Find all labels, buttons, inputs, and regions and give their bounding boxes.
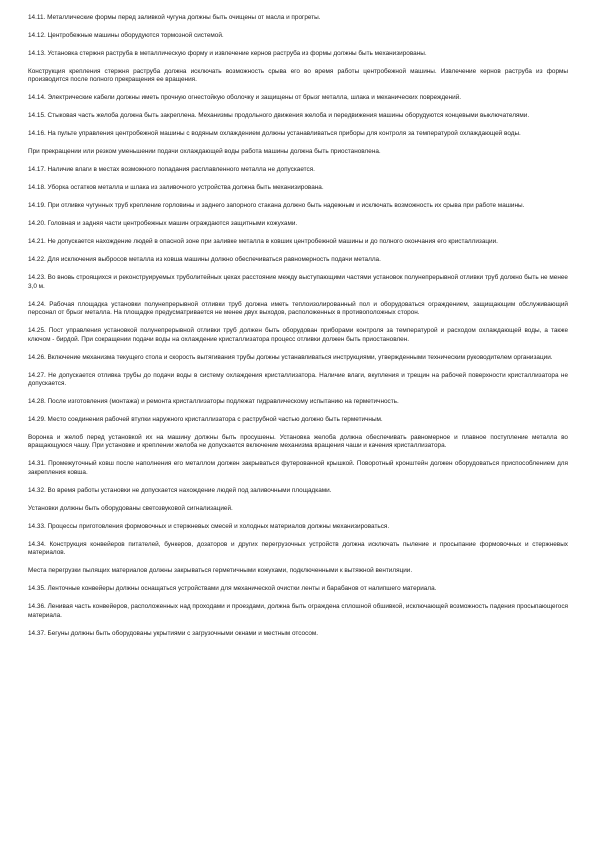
- paragraph-14-25: 14.25. Пост управления установкой полунепрерывной отливки труб должен быть оборудован приборами контроля за температурой и расходом охлаждающей воды, а также ключом - бирдой. При сокращении подачи воды на охлаждение кристаллизатора процесс отливки должен быть приостановлен.: [28, 327, 568, 343]
- paragraph-14-16: 14.16. На пульте управления центробежной машины с водяным охлаждением должны устанавливаться приборы для контроля за температурой охлаждающей воды.: [28, 130, 521, 138]
- paragraph-14-19: 14.19. При отливке чугунных труб крепление горловины и заднего запорного стакана должно быть надежным и исключать возможность их срыва при работе машины.: [28, 202, 525, 210]
- paragraph-14-20: 14.20. Головная и задняя части центробежных машин ограждаются защитными кожухами.: [28, 220, 298, 228]
- paragraph-14-36: 14.36. Ленивая часть конвейеров, расположенных над проходами и проездами, должна быть ограждена сплошной обшивкой, исключающей возможность падения просыпающегося материала.: [28, 603, 568, 619]
- paragraph-14-27: 14.27. Не допускается отливка трубы до подачи воды в систему охлаждения кристаллизатора. Наличие влаги, вкупления и трещин на рабочей поверхности кристаллизатора не допускается.: [28, 371, 568, 388]
- paragraph-14-13-cont: Конструкция крепления стержня раструба должна исключать возможность срыва его во время работы центробежной машины. Извлечение кернов раструба из формы производится после полного прекращения ее вращения.: [28, 68, 568, 84]
- paragraph-14-26: 14.26. Включение механизма текущего стола и скорость вытягивания трубы должны устанавливаться инструкциями, утвержденными техническим руководителем организации.: [28, 353, 553, 361]
- paragraph-14-29: 14.29. Место соединения рабочей втулки наружного кристаллизатора с раструбной частью должно быть герметичным.: [28, 416, 383, 424]
- paragraph-14-12: 14.12. Центробежные машины оборудуются тормозной системой.: [28, 32, 224, 39]
- paragraph-14-15: 14.15. Стыковая часть желоба должна быть закреплена. Механизмы продольного движения желоба и передвижения машины оборудуются концевыми выключателями.: [28, 112, 530, 120]
- paragraph-14-11: 14.11. Металлические формы перед заливкой чугуна должны быть очищены от масла и прогреты.: [28, 14, 321, 21]
- paragraph-14-18: 14.18. Уборка остатков металла и шлака из заливочного устройства должна быть механизирована.: [28, 184, 324, 192]
- paragraph-14-34-cont: Места перегрузки пылящих материалов должны закрываться герметичными кожухами, подключенными к вытяжной вентиляции.: [28, 567, 413, 575]
- paragraph-14-32: 14.32. Во время работы установки не допускается нахождение людей под заливочными площадками.: [28, 486, 332, 494]
- paragraph-14-28: 14.28. После изготовления (монтажа) и ремонта кристаллизаторы подлежат гидравлическому испытанию на герметичность.: [28, 398, 399, 406]
- paragraph-14-13: 14.13. Установка стержня раструба в металлическую форму и извлечение кернов раструба из формы должны быть механизированы.: [28, 50, 427, 57]
- paragraph-14-21: 14.21. Не допускается нахождение людей в опасной зоне при заливке металла в ковшик центробежной машины и до полного окончания его кристаллизации.: [28, 238, 498, 246]
- paragraph-14-17: 14.17. Наличие влаги в местах возможного попадания расплавленного металла не допускается.: [28, 166, 315, 174]
- paragraph-14-14: 14.14. Электрические кабели должны иметь прочную огнестойкую оболочку и защищены от брызг металла, шлака и механических повреждений.: [28, 94, 462, 102]
- paragraph-14-30: Воронка и желоб перед установкой их на машину должны быть просушены. Установка желоба должна обеспечивать равномерное и плавное поступление металла во вращающуюся чашу. При установке и креплении желоба не допускается включение механизма вращения чаши и качения кристаллизатора.: [28, 434, 568, 450]
- paragraph-14-34: 14.34. Конструкция конвейеров питателей, бункеров, дозаторов и других перегрузочных устройств должна исключать пыление и просыпание формовочных и стержневых материалов.: [28, 540, 568, 557]
- paragraph-14-37: 14.37. Бегуны должны быть оборудованы укрытиями с загрузочными окнами и местным отсосом.: [28, 629, 319, 637]
- document-page: [28, 14, 568, 648]
- paragraph-14-24: 14.24. Рабочая площадка установки полунепрерывной отливки труб должна иметь теплоизолированный пол и оборудоваться ограждением, защищающим обслуживающий персонал от брызг металла. На площадке предусматривается не менее двух выходов, расположенных в противоположных сторон.: [28, 300, 568, 317]
- paragraph-14-16-cont: При прекращении или резком уменьшении подачи охлаждающей воды работа машины должна быть приостановлена.: [28, 148, 381, 156]
- paragraph-14-33: 14.33. Процессы приготовления формовочных и стержневых смесей и холодных материалов должны механизироваться.: [28, 522, 390, 530]
- paragraph-14-31: 14.31. Промежуточный ковш после наполнения его металлом должен закрываться футерованной крышкой. Поворотный кронштейн должен оборудоваться приспособлением для закрепления ковша.: [28, 460, 568, 476]
- paragraph-14-35: 14.35. Ленточные конвейеры должны оснащаться устройствами для механической очистки ленты и барабанов от налипшего материала.: [28, 585, 437, 593]
- paragraph-14-23: 14.23. Во вновь строящихся и реконструируемых труболитейных цехах расстояние между выступающими частями установок полунепрерывной отливки труб должно быть не менее 3,0 м.: [28, 274, 568, 290]
- paragraph-14-32-cont: Установки должны быть оборудованы светозвуковой сигнализацией.: [28, 504, 233, 512]
- paragraph-14-22: 14.22. Для исключения выбросов металла из ковша машины должно обеспечиваться равномерность подачи металла.: [28, 256, 381, 264]
